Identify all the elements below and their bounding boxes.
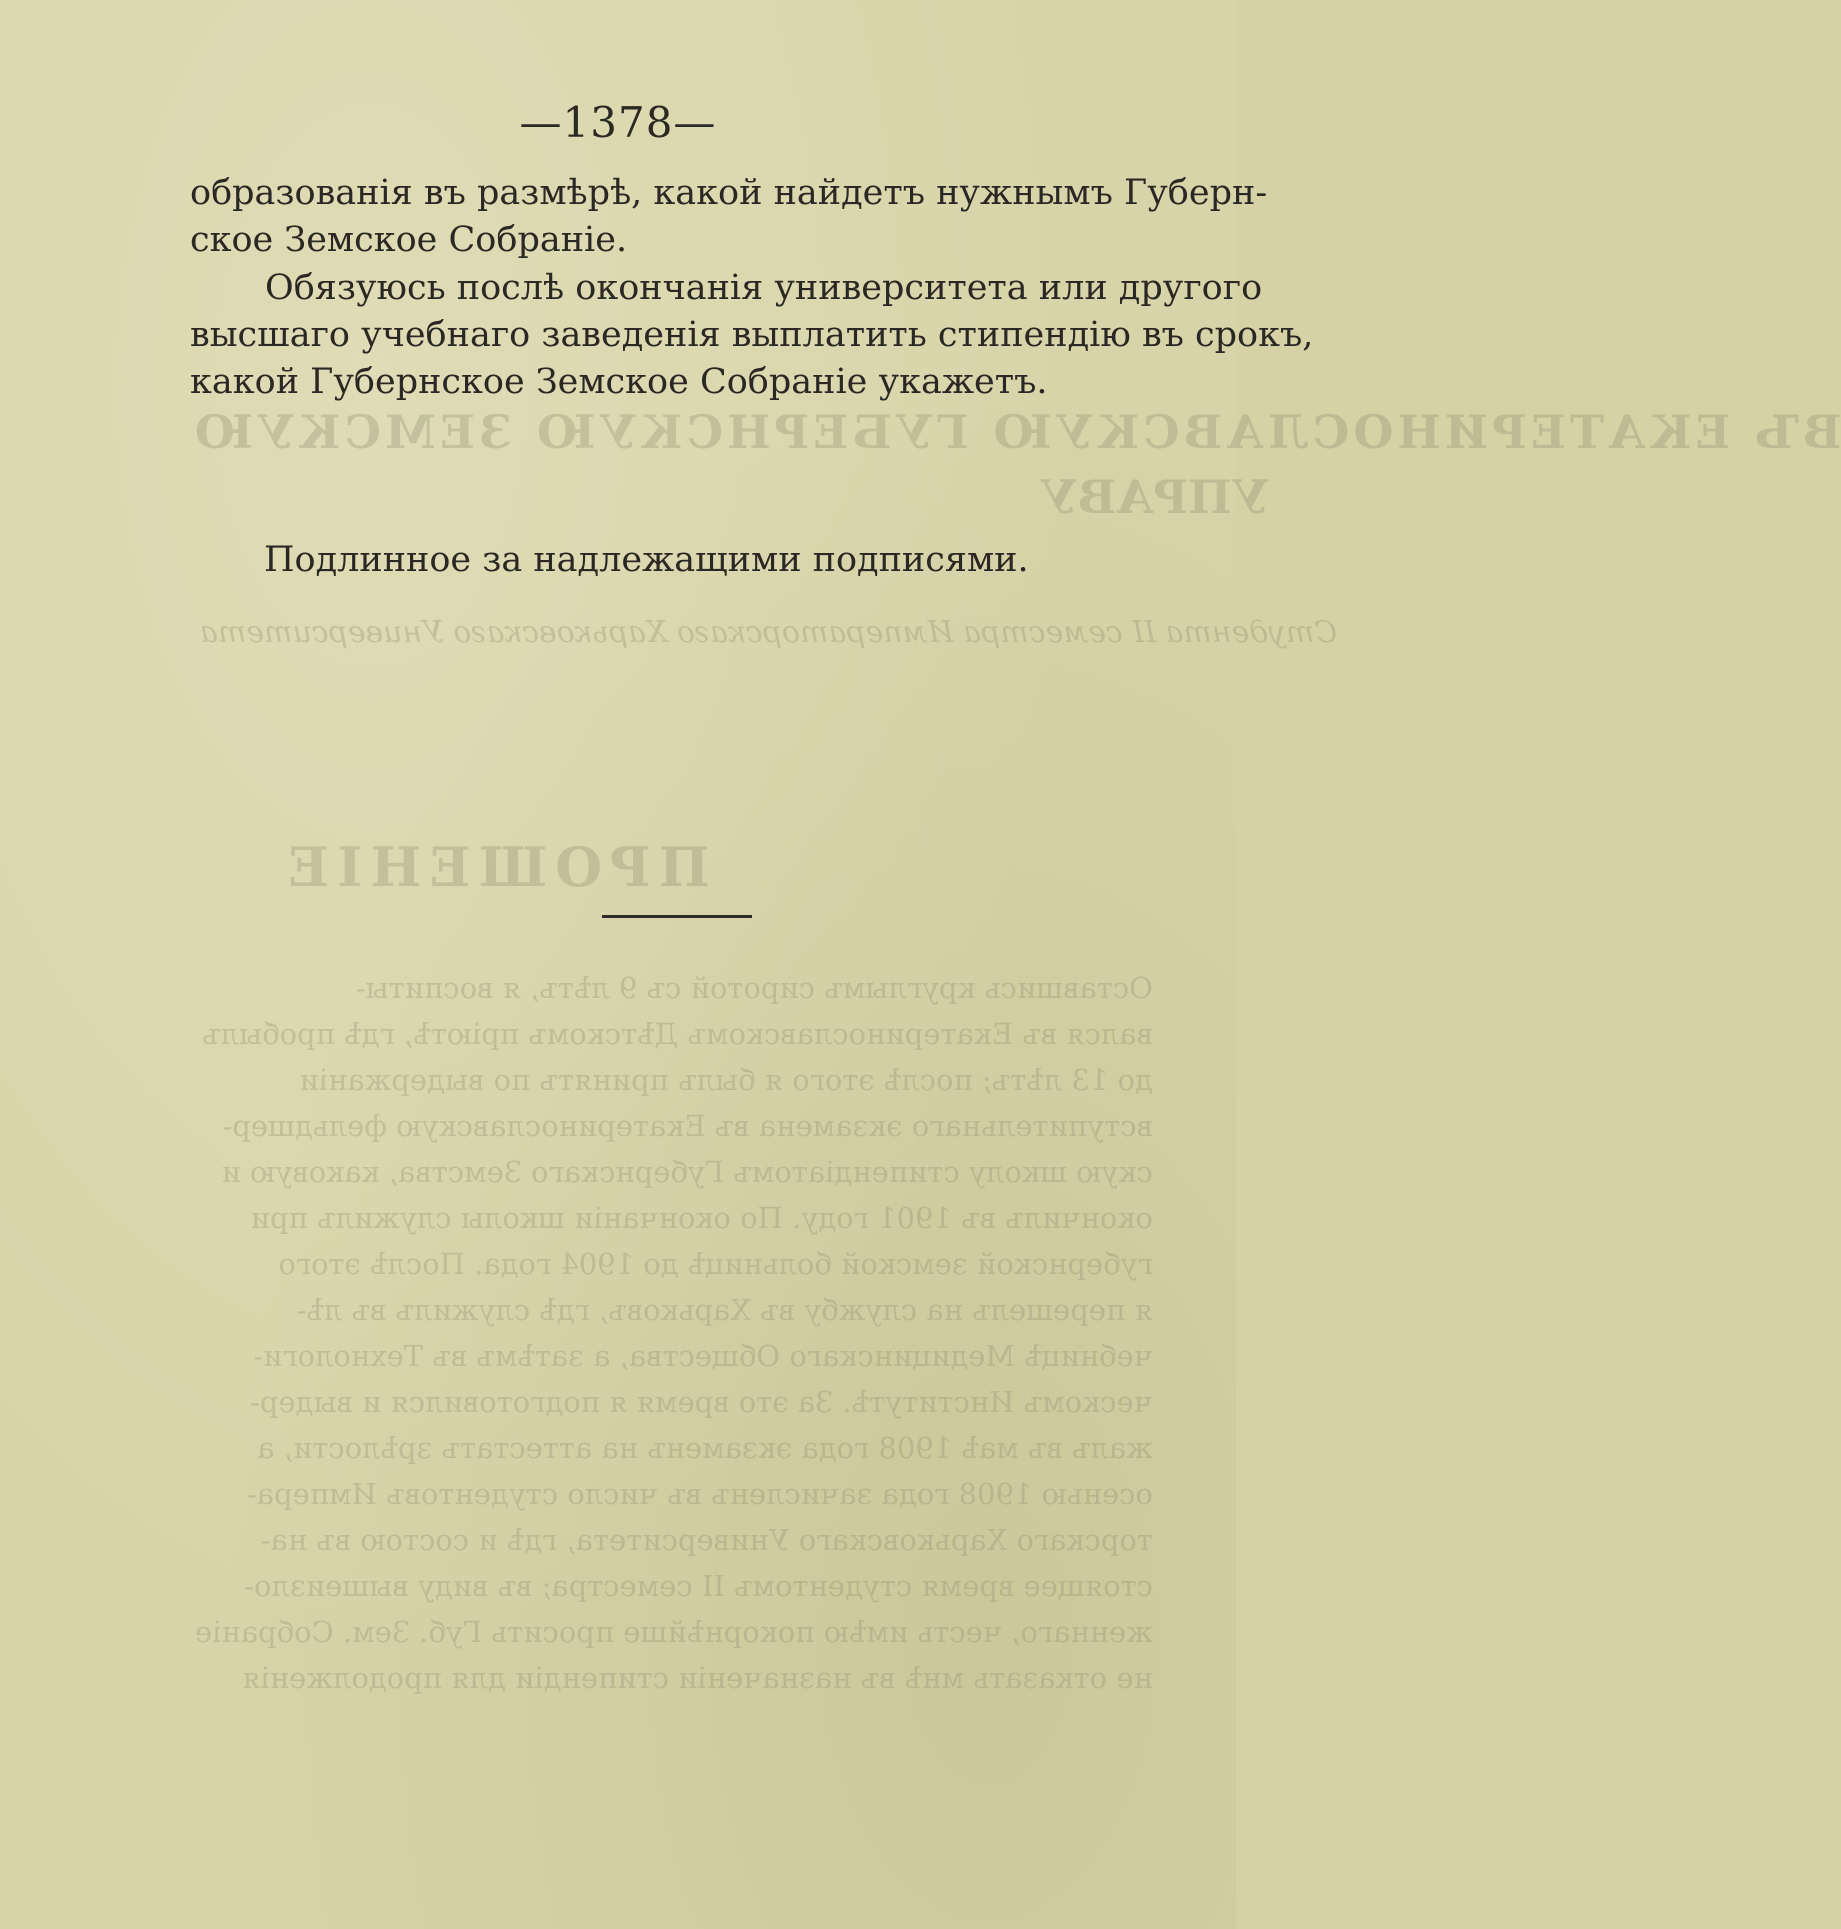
- bleed-through-signature: Студента II семестра Императорскаго Харьковскаго Университета: [200, 615, 1338, 650]
- paragraph-1: [190, 170, 1268, 264]
- horizontal-rule: [602, 915, 752, 918]
- text-line: ское Земское Собраніе.: [190, 220, 628, 260]
- text-line: Обязуюсь послѣ окончанія университета или другого: [265, 268, 1263, 308]
- text-line: какой Губернское Земское Собраніе укажетъ.: [190, 362, 1048, 402]
- paragraph-2: [190, 265, 1314, 406]
- text-line: образованія въ размѣрѣ, какой найдетъ нужнымъ Губерн-: [190, 173, 1268, 213]
- bleed-through-heading: ВЪ ЕКАТЕРИНОСЛАВСКУЮ ГУБЕРНСКУЮ ЗЕМСКУЮ: [190, 405, 1841, 459]
- text-line: высшаго учебнаго заведенія выплатить стипендію въ срокъ,: [190, 315, 1314, 355]
- closing-note: Подлинное за надлежащими подписями.: [264, 540, 1029, 580]
- bleed-through-body: Оставшись круглымъ сиротой съ 9 лѣтъ, я воспиты- вался въ Екатеринославскомъ Дѣтскомъ пріютѣ, гдѣ пробылъ до 13 лѣтъ; послѣ этого я былъ принятъ по выдержаніи вступительнаго экзамена въ Екатеринославскую фельдшер- скую школу стипендіатомъ Губернскаго Земства, каковую и окончилъ въ 1901 году. По окончаніи школы служилъ при губернской земской больницѣ до 1904 года. Послѣ этого я перешелъ на службу въ Харьковъ, гдѣ служилъ въ лѣ- чебницѣ Медицинскаго Общества, а затѣмъ въ Технологи- ческомъ Институтѣ. За это время я подготовился и выдер- жалъ въ маѣ 1908 года экзаменъ на аттестатъ зрѣлости, а осенью 1908 года зачисленъ въ число студентовъ Импера- торскаго Харьковскаго Университета, гдѣ и состою въ на- стоящее время студентомъ II семестра; въ виду вышеизло- женнаго, честь имѣю покорнѣйше просить Губ. Зем. Собраніе не отказать мнѣ въ назначеніи стипендіи для продолженія: [195, 971, 1153, 1695]
- bleed-through-heading-2: УПРАВУ: [1040, 470, 1270, 524]
- bleed-through-title: ПРОШЕНІЕ: [280, 835, 710, 899]
- page-number: —1378—: [519, 98, 717, 147]
